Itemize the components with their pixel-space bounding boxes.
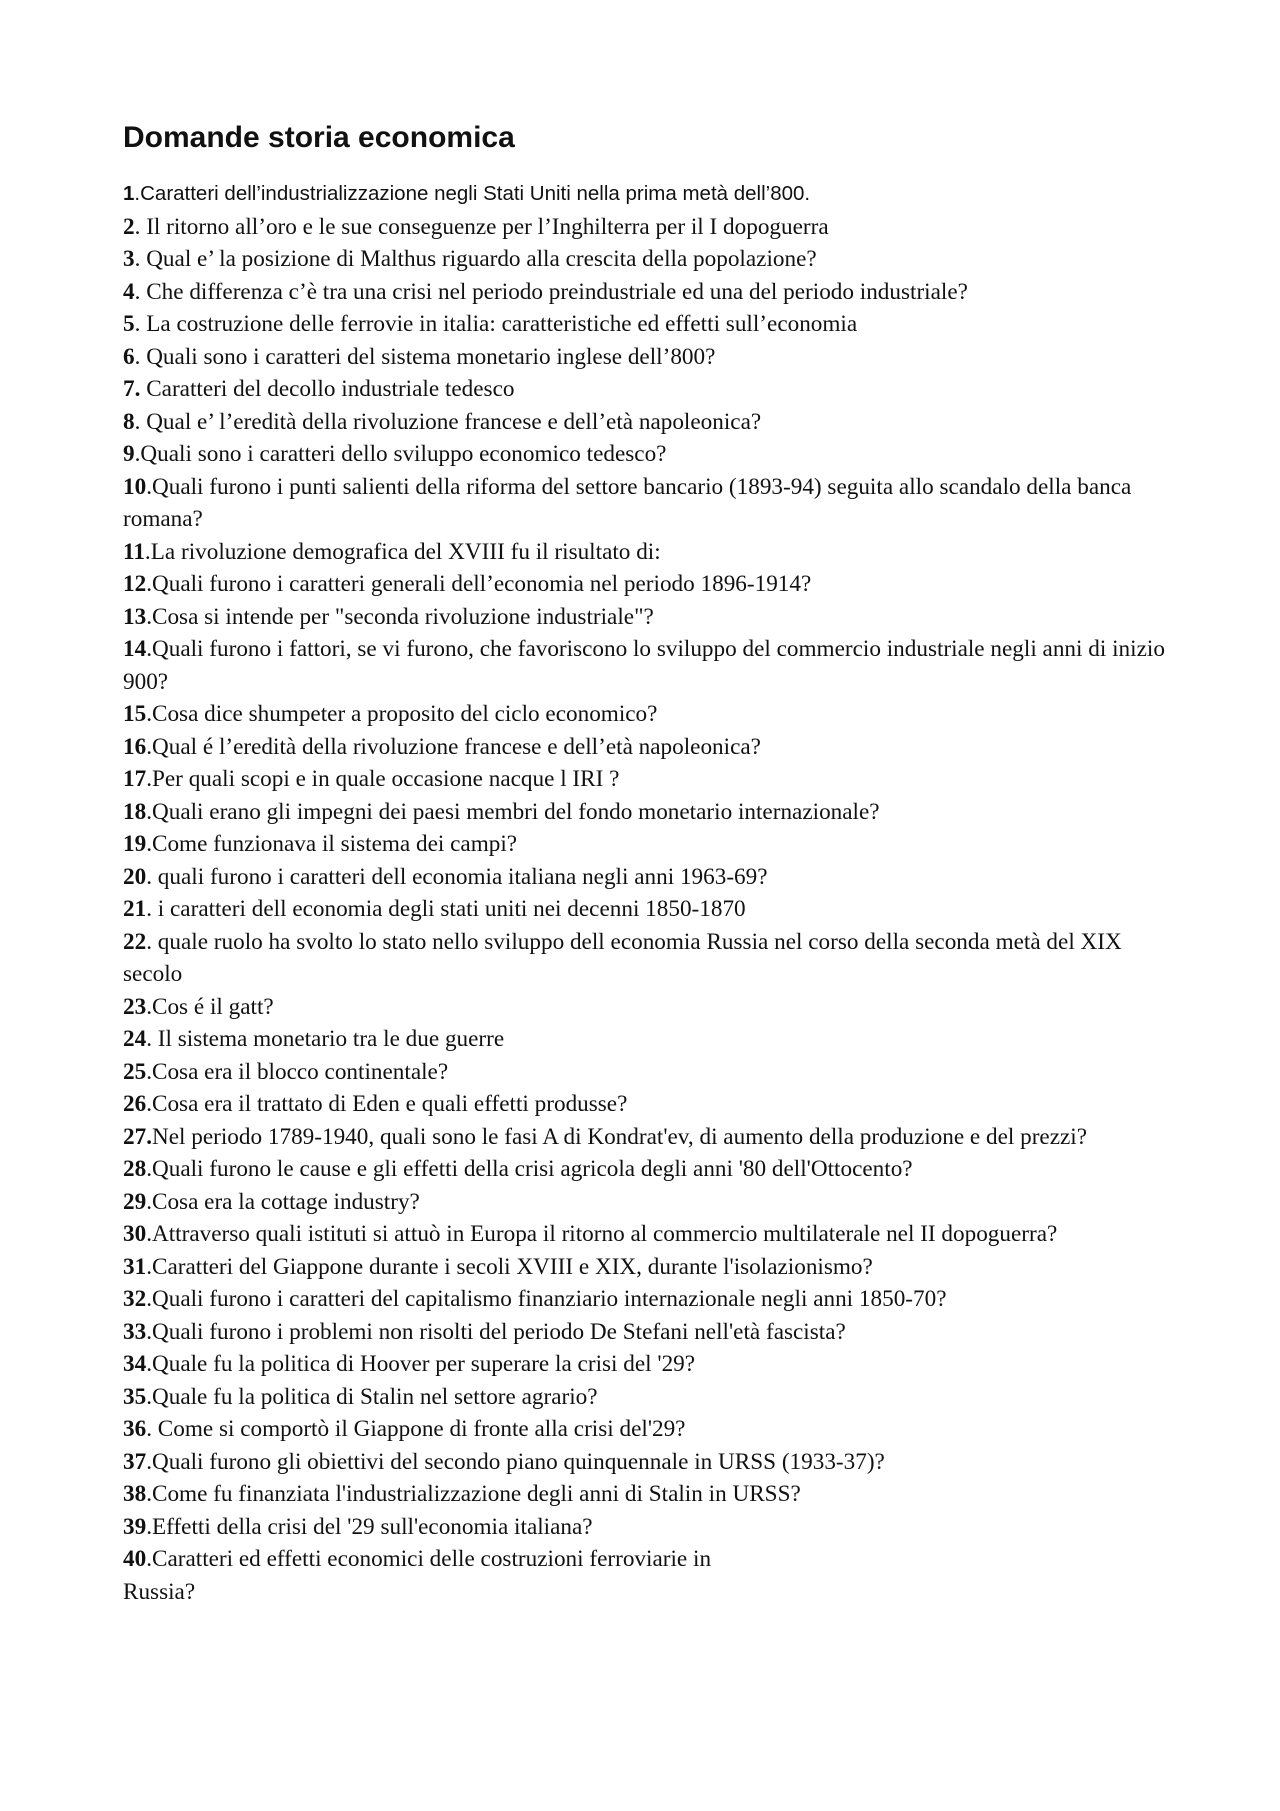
question-item (123, 698, 1168, 731)
question-number: 3 (123, 246, 135, 272)
question-item (123, 1283, 1168, 1316)
question-item (123, 471, 1168, 536)
question-item (123, 341, 1168, 374)
question-text: La rivoluzione demografica del XVIII fu il risultato di: (150, 538, 661, 565)
question-text: Attraverso quali istituti si attuò in Europa il ritorno al commercio multilaterale nel II dopoguerra? (151, 1221, 1058, 1247)
question-item (123, 1121, 1168, 1154)
question-separator: . (134, 343, 147, 370)
question-separator: . (146, 636, 152, 662)
question-text: quali furono i caratteri dell economia italiana negli anni 1963-69? (157, 863, 768, 890)
question-number: 18 (123, 798, 147, 825)
question-separator: . (146, 603, 152, 630)
question-separator: . (146, 1253, 152, 1280)
question-text: Quali furono i punti salienti della riforma del settore bancario (1893-94) seguita allo scandalo della banca romana? (123, 473, 1132, 532)
question-text: Quali erano gli impegni dei paesi membri del fondo monetario internazionale? (151, 798, 880, 825)
question-separator: . (134, 278, 147, 305)
question-text: Quale fu la politica di Stalin nel settore agrario? (151, 1383, 598, 1410)
question-number: 2 (123, 213, 135, 240)
question-text: Qual e’ l’eredità della rivoluzione francese e dell’età napoleonica? (146, 408, 762, 435)
question-item (123, 568, 1168, 601)
question-text: Qual e’ la posizione di Malthus riguardo alla crescita della popolazione? (146, 246, 817, 272)
question-number: 26 (123, 1091, 147, 1117)
question-text: Il ritorno all’oro e le sue conseguenze per l’Inghilterra per il I dopoguerra (146, 213, 829, 240)
question-separator: . (146, 863, 158, 890)
question-text: Nel periodo 1789-1940, quali sono le fasi A di Kondrat'ev, di aumento della produzione e del prezzi? (151, 1123, 1088, 1150)
question-text: Caratteri dell’industrializzazione negli Stati Uniti nella prima metà dell’800. (140, 182, 811, 205)
question-text: Quali furono i fattori, se vi furono, che favoriscono lo sviluppo del commercio industriale negli anni di inizio 900? (123, 636, 1165, 695)
question-item (123, 308, 1168, 341)
question-separator: . (146, 766, 152, 792)
question-separator: . (146, 896, 158, 922)
question-separator: . (146, 1091, 152, 1117)
question-number: 17 (123, 766, 147, 792)
question-number: 21 (123, 896, 147, 922)
question-item (123, 633, 1168, 698)
question-item (123, 1056, 1168, 1089)
question-item (123, 1251, 1168, 1284)
question-item (123, 1348, 1168, 1381)
question-item (123, 796, 1168, 829)
question-text: Caratteri del Giappone durante i secoli XVIII e XIX, durante l'isolazionismo? (151, 1253, 873, 1280)
question-separator: . (146, 473, 152, 500)
question-item (123, 1511, 1168, 1544)
question-item (123, 861, 1168, 894)
question-number: 31 (123, 1253, 147, 1280)
question-item (123, 1446, 1168, 1479)
question-item (123, 406, 1168, 439)
question-number: 20 (123, 863, 147, 890)
question-item (123, 1316, 1168, 1349)
question-text: Come funzionava il sistema dei campi? (151, 831, 518, 857)
question-separator: . (134, 311, 147, 337)
question-item (123, 926, 1168, 991)
question-text: Che differenza c’è tra una crisi nel periodo preindustriale ed una del periodo industriale? (146, 278, 968, 305)
question-number: 33 (123, 1318, 147, 1345)
page-title: Domande storia economica (123, 121, 515, 154)
question-item (123, 243, 1168, 276)
question-text: Quali furono le cause e gli effetti della crisi agricola degli anni '80 dell'Ottocento? (151, 1156, 913, 1182)
question-item (123, 211, 1168, 244)
question-item (123, 536, 1168, 569)
question-separator: . (146, 831, 152, 857)
question-number: 5 (123, 311, 135, 337)
question-text: Come si comportò il Giappone di fronte alla crisi del'29? (157, 1416, 686, 1442)
question-number: 16 (123, 733, 147, 760)
question-number: 6 (123, 343, 135, 370)
question-separator: . (134, 182, 141, 205)
question-separator: . (146, 1351, 152, 1377)
question-text: Quali furono gli obiettivi del secondo piano quinquennale in URSS (1933-37)? (151, 1448, 885, 1475)
question-text: Per quali scopi e in quale occasione nacque l IRI ? (151, 766, 620, 792)
question-text: Quali sono i caratteri dello sviluppo economico tedesco? (140, 441, 667, 467)
question-text: Quali furono i caratteri del capitalismo finanziario internazionale negli anni 1850-70? (151, 1286, 947, 1312)
question-number: 7. (123, 376, 141, 402)
question-separator: . (146, 733, 152, 760)
question-separator: . (146, 928, 158, 955)
question-number: 15 (123, 701, 147, 727)
question-number: 38 (123, 1481, 147, 1507)
question-number: 13 (123, 603, 147, 630)
question-item (123, 731, 1168, 764)
question-separator: . (146, 798, 152, 825)
question-number: 36 (123, 1416, 147, 1442)
question-number: 25 (123, 1058, 147, 1085)
question-item (123, 1543, 1168, 1608)
question-text: Quale fu la politica di Hoover per superare la crisi del '29? (151, 1351, 696, 1377)
question-text: Quali furono i problemi non risolti del periodo De Stefani nell'età fascista? (151, 1318, 846, 1345)
question-number: 10 (123, 473, 147, 500)
question-number: 27. (123, 1123, 152, 1150)
question-number: 8 (123, 408, 135, 435)
question-separator: . (146, 1513, 152, 1540)
question-separator: . (146, 1026, 158, 1052)
question-item (123, 601, 1168, 634)
question-list (123, 178, 1168, 1608)
question-number: 9 (123, 441, 135, 467)
question-number: 34 (123, 1351, 147, 1377)
question-item (123, 763, 1168, 796)
question-item (123, 373, 1168, 406)
question-separator: . (134, 441, 141, 467)
question-text: i caratteri dell economia degli stati uniti nei decenni 1850-1870 (157, 896, 746, 922)
question-separator: . (146, 571, 152, 597)
question-separator: . (134, 213, 147, 240)
question-text: Cosa era il blocco continentale? (151, 1058, 449, 1085)
question-separator: . (134, 408, 147, 435)
question-text: Effetti della crisi del '29 sull'economia italiana? (151, 1513, 593, 1540)
question-text: Qual é l’eredità della rivoluzione francese e dell’età napoleonica? (151, 733, 761, 760)
question-number: 11 (123, 538, 145, 565)
question-item (123, 1381, 1168, 1414)
question-number: 12 (123, 571, 147, 597)
question-number: 24 (123, 1026, 147, 1052)
question-item (123, 893, 1168, 926)
question-separator: . (146, 1416, 158, 1442)
question-separator: . (134, 246, 147, 272)
question-text-continued: Russia? (123, 1578, 196, 1605)
question-separator: . (146, 1058, 152, 1085)
question-number: 23 (123, 993, 147, 1020)
question-separator: . (146, 701, 152, 727)
question-number: 19 (123, 831, 147, 857)
question-item (123, 438, 1168, 471)
question-separator: . (146, 1546, 152, 1572)
question-text: Quali sono i caratteri del sistema monetario inglese dell’800? (146, 343, 716, 370)
question-text: Cosa era il trattato di Eden e quali effetti produsse? (151, 1091, 628, 1117)
question-text: Cosa era la cottage industry? (151, 1188, 420, 1215)
question-separator: . (146, 1383, 152, 1410)
question-text: Come fu finanziata l'industrializzazione degli anni di Stalin in URSS? (151, 1481, 801, 1507)
question-number: 32 (123, 1286, 147, 1312)
question-number: 39 (123, 1513, 147, 1540)
question-separator: . (146, 1188, 152, 1215)
question-item (123, 828, 1168, 861)
question-separator: . (144, 538, 151, 565)
question-item (123, 1153, 1168, 1186)
question-number: 1 (123, 182, 135, 205)
question-number: 29 (123, 1188, 147, 1215)
question-item (123, 276, 1168, 309)
question-number: 22 (123, 928, 147, 955)
question-item (123, 1478, 1168, 1511)
question-separator: . (146, 993, 152, 1020)
question-text: Caratteri del decollo industriale tedesco (146, 376, 515, 402)
question-text: Cos é il gatt? (151, 993, 274, 1020)
question-text: Cosa dice shumpeter a proposito del ciclo economico? (151, 701, 658, 727)
question-separator: . (146, 1448, 152, 1475)
question-item (123, 991, 1168, 1024)
question-text: Cosa si intende per "seconda rivoluzione industriale"? (151, 603, 654, 630)
question-number: 37 (123, 1448, 147, 1475)
question-item (123, 178, 1168, 211)
question-text: Caratteri ed effetti economici delle costruzioni ferroviarie in (151, 1546, 712, 1572)
question-text: Il sistema monetario tra le due guerre (157, 1026, 505, 1052)
question-number: 4 (123, 278, 135, 305)
question-separator: . (146, 1481, 152, 1507)
question-separator: . (146, 1156, 152, 1182)
question-text: La costruzione delle ferrovie in italia: caratteristiche ed effetti sull’economia (146, 311, 858, 337)
question-number: 28 (123, 1156, 147, 1182)
question-separator: . (146, 1286, 152, 1312)
question-number: 30 (123, 1221, 147, 1247)
question-separator: . (146, 1221, 152, 1247)
question-number: 14 (123, 636, 147, 662)
question-text: quale ruolo ha svolto lo stato nello sviluppo dell economia Russia nel corso della seconda metà del XIX secolo (123, 928, 1122, 987)
question-item (123, 1218, 1168, 1251)
question-number: 35 (123, 1383, 147, 1410)
question-item (123, 1088, 1168, 1121)
question-item (123, 1023, 1168, 1056)
question-separator: . (146, 1318, 152, 1345)
question-item (123, 1413, 1168, 1446)
document-page (123, 120, 1168, 1608)
question-text: Quali furono i caratteri generali dell’economia nel periodo 1896-1914? (151, 571, 812, 597)
question-item (123, 1186, 1168, 1219)
question-number: 40 (123, 1546, 147, 1572)
